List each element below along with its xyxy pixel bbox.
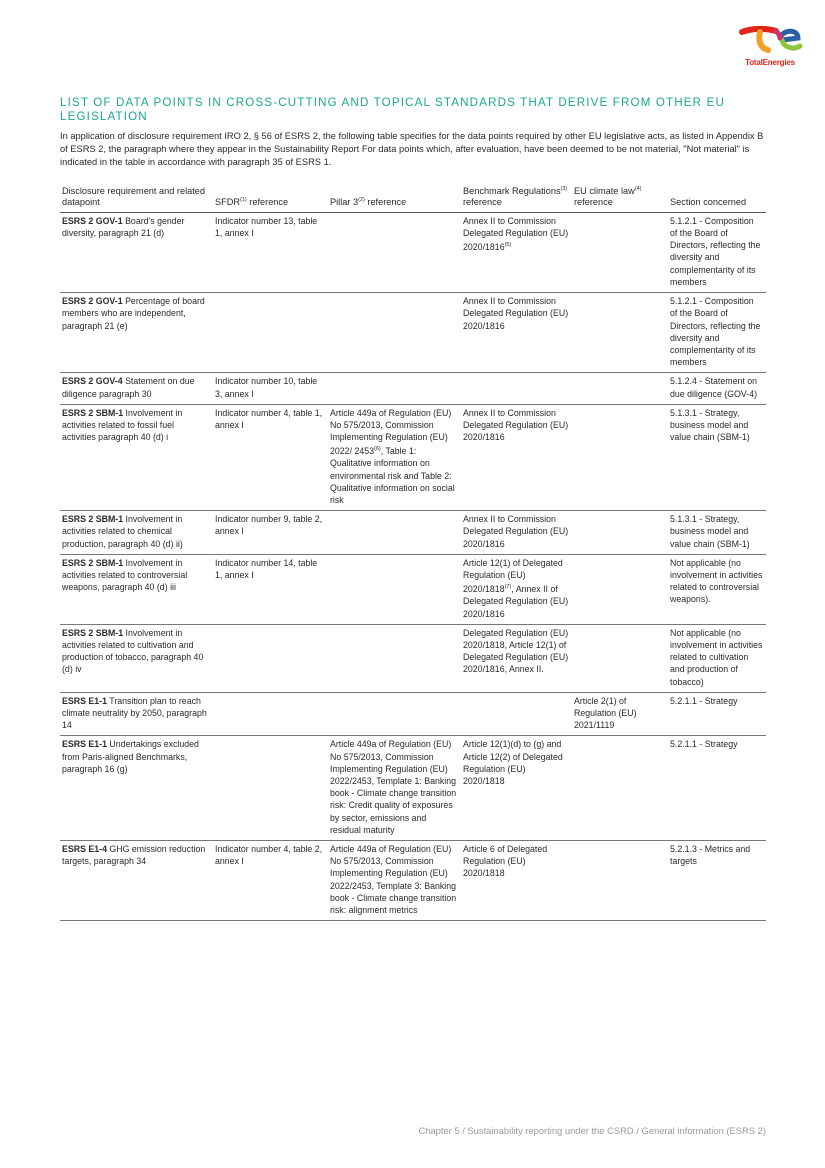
datapoint-code: ESRS 2 GOV-1 <box>62 296 123 307</box>
cell-section: 5.1.2.1 - Composition of the Board of Directors, reflecting the diversity and complementarity of its members <box>668 293 766 373</box>
cell-benchmark: Article 12(1) of Delegated Regulation (EU) 2020/1818$^{(7)}$, Annex II of Delegated Regulation (EU) 2020/1816 <box>461 554 572 624</box>
cell-pillar3 <box>328 293 461 373</box>
datapoint-description: Involvement in activities related to chemical production, paragraph 40 (d) ii) <box>62 514 183 549</box>
table-header-row <box>60 184 766 212</box>
totalenergies-logo <box>736 22 804 70</box>
cell-section: Not applicable (no involvement in activities related to cultivation and production of tobacco) <box>668 624 766 692</box>
header-section: Section concerned <box>668 184 766 212</box>
cell-climate-law <box>572 554 668 624</box>
datapoint-code: ESRS 2 SBM-1 <box>62 407 124 418</box>
datapoint-description: Transition plan to reach climate neutrality by 2050, paragraph 14 <box>62 695 207 731</box>
cell-climate-law <box>572 212 668 292</box>
cell-disclosure <box>60 624 213 692</box>
cell-section: 5.2.1.3 - Metrics and targets <box>668 841 766 921</box>
table-row <box>60 554 766 624</box>
cell-sfdr: Indicator number 13, table 1, annex I <box>213 212 328 292</box>
datapoint-code: ESRS E1-4 <box>62 844 107 855</box>
cell-pillar3 <box>328 692 461 736</box>
intro-paragraph: In application of disclosure requirement IRO 2, § 56 of ESRS 2, the following table specifies for the data points required by other EU legislative acts, as listed in Appendix B of ESRS 2, the paragraph where they appear in the Sustainability Report For data points which, after evaluation, have been deemed to be not material, "Not material" is indicated in the table in accordance with paragraph 35 of ESRS 1. <box>60 131 764 168</box>
datapoint-description: Involvement in activities related to controversial weapons, paragraph 40 (d) iii <box>62 557 188 593</box>
cell-sfdr <box>213 624 328 692</box>
cell-climate-law <box>572 736 668 841</box>
cell-climate-law <box>572 841 668 921</box>
cell-pillar3 <box>328 212 461 292</box>
cell-section: Not applicable (no involvement in activities related to controversial weapons). <box>668 554 766 624</box>
logo-wordmark: TotalEnergies <box>745 58 795 67</box>
cell-disclosure <box>60 511 213 555</box>
datapoint-code: ESRS 2 GOV-4 <box>62 376 123 387</box>
cell-climate-law <box>572 404 668 511</box>
datapoint-code: ESRS 2 GOV-1 <box>62 215 123 226</box>
cell-benchmark <box>461 373 572 404</box>
cell-pillar3: Article 449a of Regulation (EU) No 575/2013, Commission Implementing Regulation (EU) 2022/ 2453$^{(6)}$, Table 1: Qualitative information on environmental risk and Table 2: Qualitative information on social risk <box>328 404 461 511</box>
cell-climate-law <box>572 373 668 404</box>
cell-sfdr <box>213 293 328 373</box>
cell-disclosure <box>60 404 213 511</box>
cell-sfdr: Indicator number 9, table 2, annex I <box>213 511 328 555</box>
cell-benchmark: Annex II to Commission Delegated Regulation (EU) 2020/1816 <box>461 511 572 555</box>
datapoint-description: Percentage of board members who are independent, paragraph 21 (e) <box>62 296 205 331</box>
cell-sfdr <box>213 736 328 841</box>
cell-section: 5.2.1.1 - Strategy <box>668 736 766 841</box>
cell-disclosure <box>60 736 213 841</box>
datapoint-code: ESRS E1-1 <box>62 695 107 706</box>
cell-section: 5.1.3.1 - Strategy, business model and value chain (SBM-1) <box>668 511 766 555</box>
cell-pillar3: Article 449a of Regulation (EU) No 575/2013, Commission Implementing Regulation (EU) 2022/2453, Template 1: Banking book - Climate change transition risk: Credit quality of exposures by sector, emissions and residual maturity <box>328 736 461 841</box>
cell-sfdr: Indicator number 10, table 3, annex I <box>213 373 328 404</box>
cell-climate-law: Article 2(1) of Regulation (EU) 2021/1119 <box>572 692 668 736</box>
datapoint-code: ESRS 2 SBM-1 <box>62 627 124 638</box>
cell-climate-law <box>572 624 668 692</box>
table-row <box>60 841 766 921</box>
cell-benchmark: Article 12(1)(d) to (g) and Article 12(2) of Delegated Regulation (EU) 2020/1818 <box>461 736 572 841</box>
cell-benchmark <box>461 692 572 736</box>
table-row <box>60 624 766 692</box>
datapoint-description: Statement on due diligence paragraph 30 <box>62 376 195 399</box>
cell-section: 5.1.2.1 - Composition of the Board of Directors, reflecting the diversity and complementarity of its members <box>668 212 766 292</box>
cell-benchmark: Annex II to Commission Delegated Regulation (EU) 2020/1816 <box>461 404 572 511</box>
table-row <box>60 692 766 736</box>
table-row <box>60 373 766 404</box>
datapoint-description: Involvement in activities related to fossil fuel activities paragraph 40 (d) i <box>62 407 183 443</box>
cell-pillar3 <box>328 373 461 404</box>
cell-benchmark: Annex II to Commission Delegated Regulation (EU) 2020/1816$^{(5)}$ <box>461 212 572 292</box>
cell-disclosure <box>60 554 213 624</box>
table-row <box>60 511 766 555</box>
data-points-table <box>60 184 766 921</box>
cell-section: 5.1.2.4 - Statement on due diligence (GOV-4) <box>668 373 766 404</box>
section-title: LIST OF DATA POINTS IN CROSS-CUTTING AND TOPICAL STANDARDS THAT DERIVE FROM OTHER EU LEGISLATION <box>60 96 725 123</box>
cell-sfdr <box>213 692 328 736</box>
page-footer: Chapter 5 / Sustainability reporting under the CSRD / General information (ESRS 2) <box>418 1125 766 1136</box>
logo-mark-icon <box>736 22 804 58</box>
table-row <box>60 293 766 373</box>
header-disclosure: Disclosure requirement and related datapoint <box>60 184 213 212</box>
cell-disclosure <box>60 212 213 292</box>
cell-benchmark: Annex II to Commission Delegated Regulation (EU) 2020/1816 <box>461 293 572 373</box>
cell-disclosure <box>60 692 213 736</box>
table-row <box>60 404 766 511</box>
header-sfdr: SFDR$^{(1)}$ reference <box>213 184 328 212</box>
cell-pillar3 <box>328 624 461 692</box>
cell-disclosure <box>60 841 213 921</box>
cell-climate-law <box>572 511 668 555</box>
cell-benchmark: Article 6 of Delegated Regulation (EU) 2020/1818 <box>461 841 572 921</box>
cell-climate-law <box>572 293 668 373</box>
datapoint-description: Undertakings excluded from Paris-aligned Benchmarks, paragraph 16 (g) <box>62 739 199 774</box>
cell-section: 5.1.3.1 - Strategy, business model and value chain (SBM-1) <box>668 404 766 511</box>
cell-disclosure <box>60 373 213 404</box>
cell-section: 5.2.1.1 - Strategy <box>668 692 766 736</box>
datapoint-code: ESRS E1-1 <box>62 739 107 750</box>
cell-pillar3: Article 449a of Regulation (EU) No 575/2013, Commission Implementing Regulation (EU) 2022/2453, Template 3: Banking book - Climate change transition risk: alignment metrics <box>328 841 461 921</box>
cell-benchmark: Delegated Regulation (EU) 2020/1818, Article 12(1) of Delegated Regulation (EU) 2020/1816, Annex II. <box>461 624 572 692</box>
cell-sfdr: Indicator number 4, table 1, annex I <box>213 404 328 511</box>
datapoint-code: ESRS 2 SBM-1 <box>62 557 124 568</box>
cell-sfdr: Indicator number 4, table 2, annex I <box>213 841 328 921</box>
datapoint-code: ESRS 2 SBM-1 <box>62 514 124 525</box>
table-row <box>60 212 766 292</box>
datapoint-description: GHG emission reduction targets, paragraph 34 <box>62 844 206 867</box>
cell-sfdr: Indicator number 14, table 1, annex I <box>213 554 328 624</box>
datapoint-description: Board's gender diversity, paragraph 21 (d) <box>62 215 185 239</box>
cell-pillar3 <box>328 554 461 624</box>
table-row <box>60 736 766 841</box>
cell-disclosure <box>60 293 213 373</box>
datapoint-description: Involvement in activities related to cultivation and production of tobacco, paragraph 40 (d) iv <box>62 627 204 675</box>
header-pillar3: Pillar 3$^{(2)}$ reference <box>328 184 461 212</box>
header-benchmark: Benchmark Regulations$^{(3)}$ reference <box>461 184 572 212</box>
cell-pillar3 <box>328 511 461 555</box>
header-climate-law: EU climate law$^{(4)}$ reference <box>572 184 668 212</box>
